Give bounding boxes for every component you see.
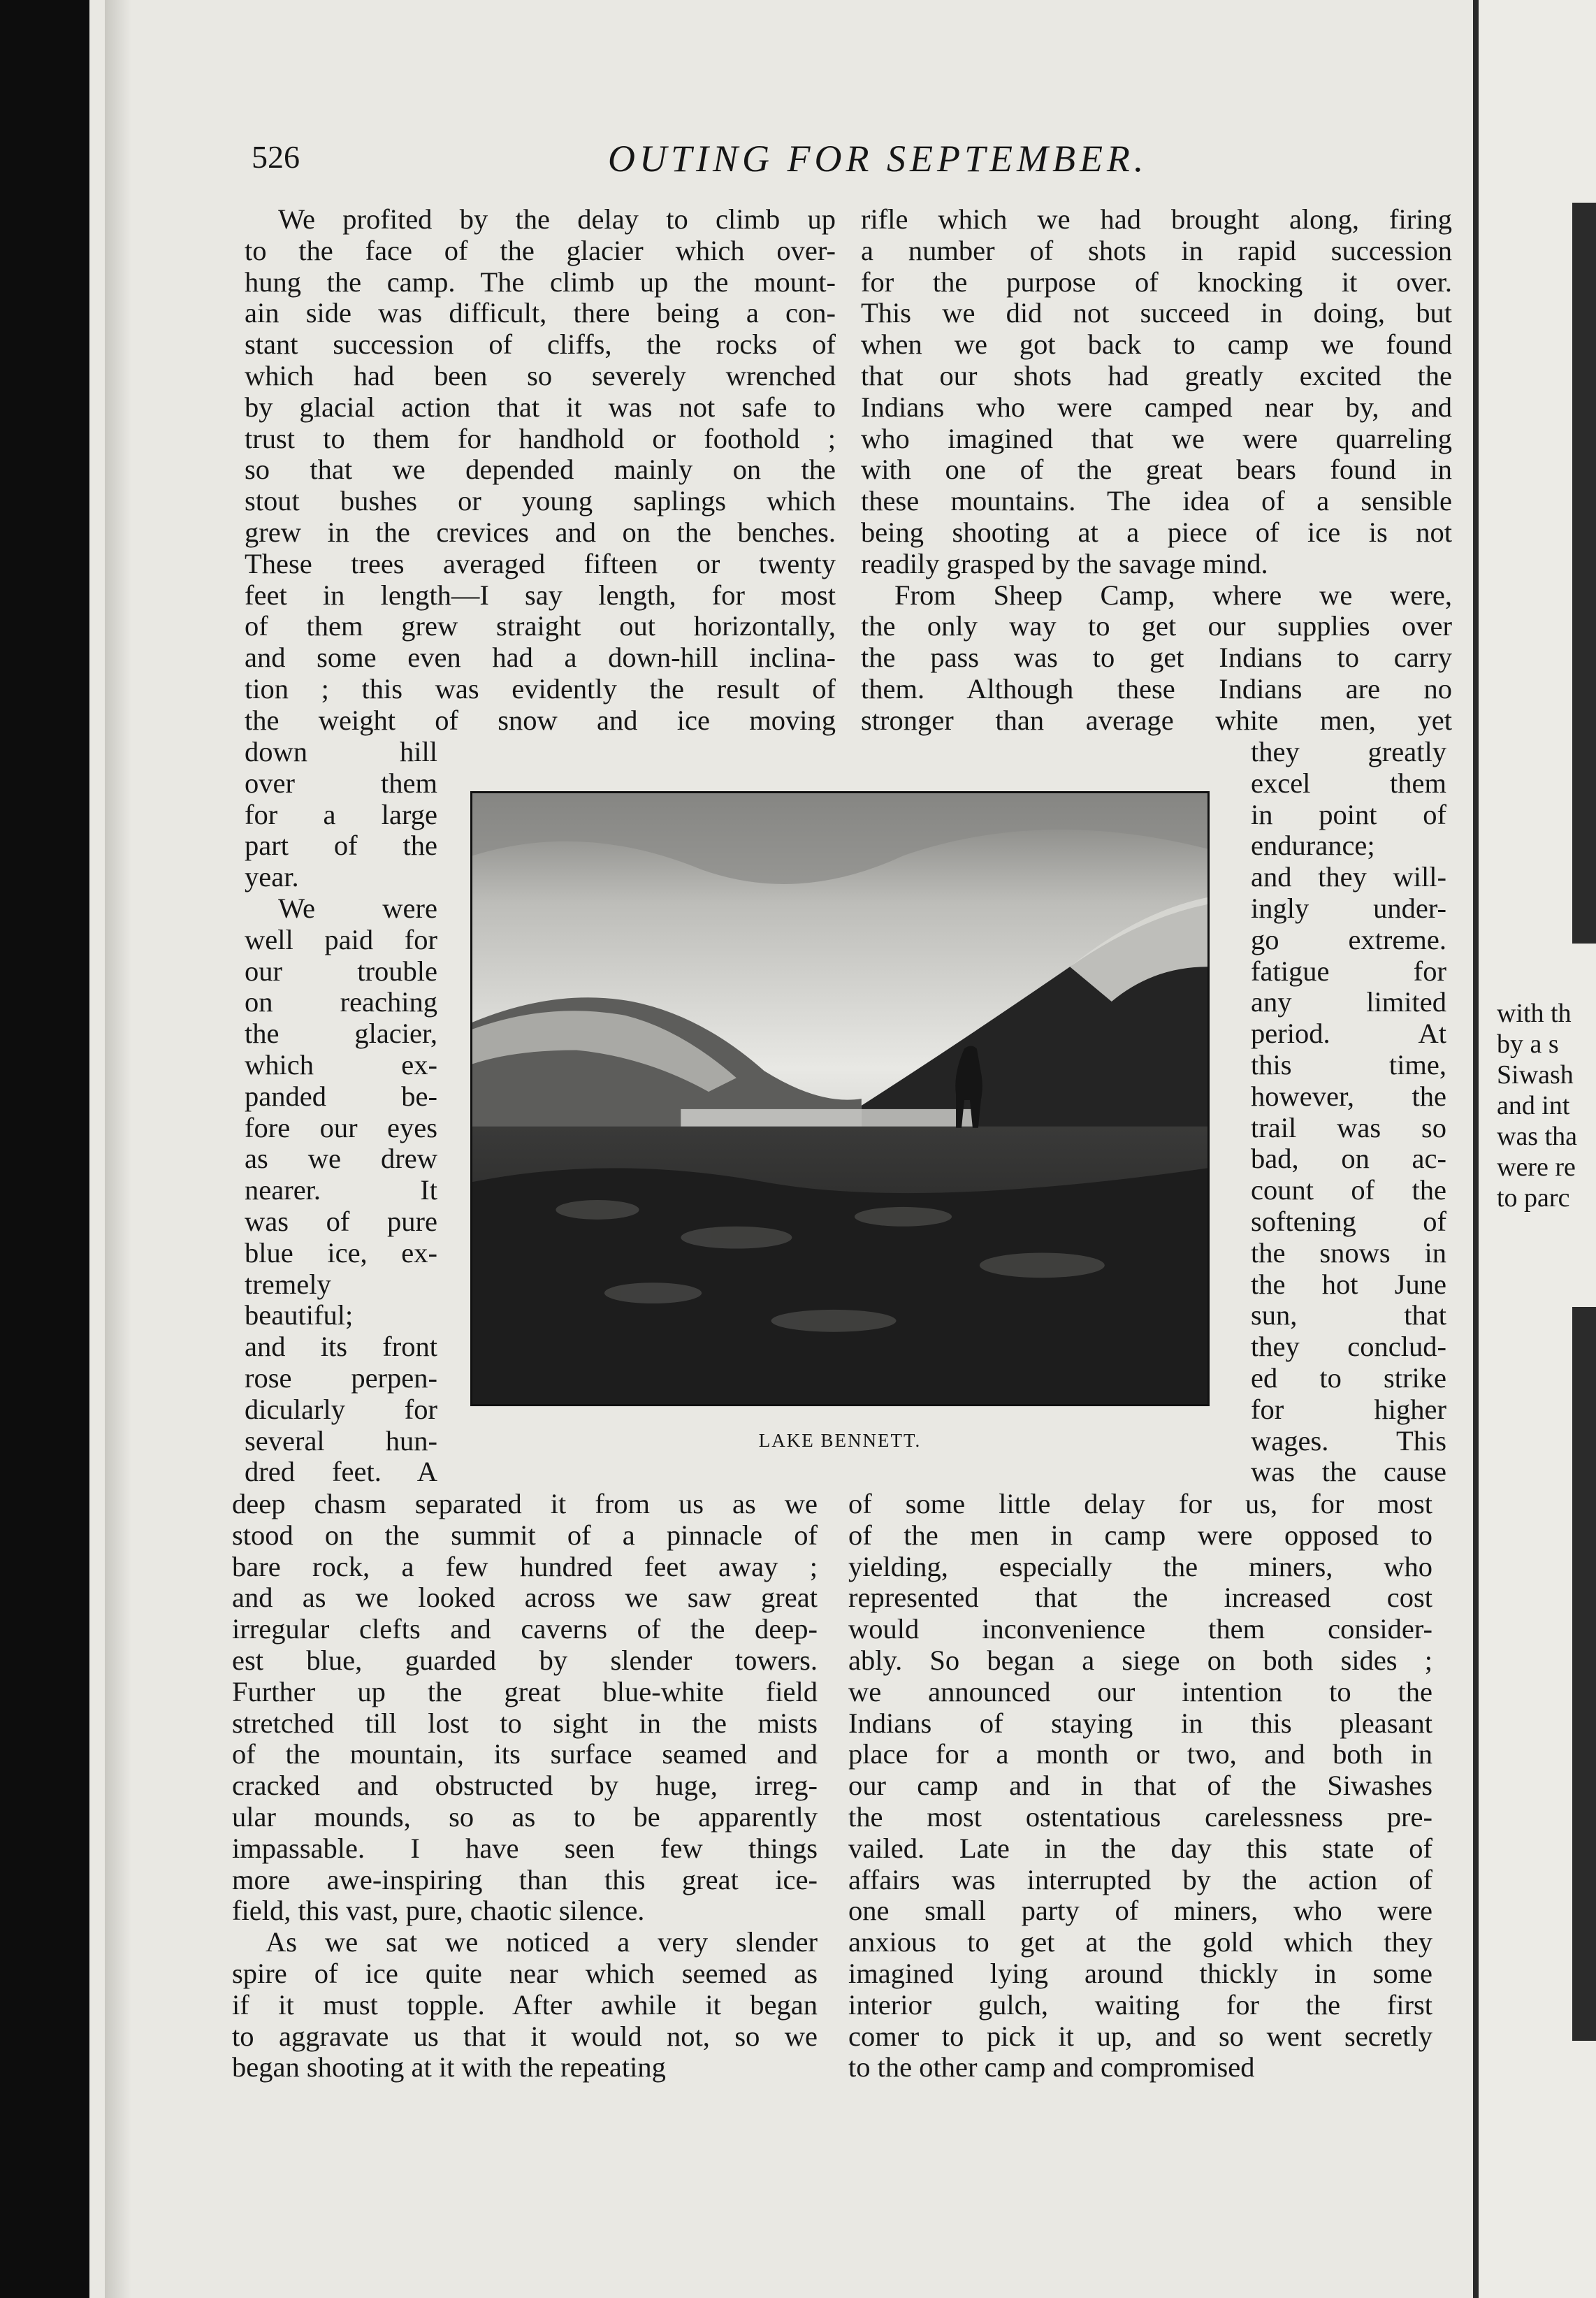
- text-line: fore our eyes: [245, 1111, 437, 1143]
- page-shadow: [105, 0, 131, 2298]
- text-line: wages. This: [1251, 1424, 1446, 1457]
- text-line: which had been so severely wrenched: [245, 359, 836, 391]
- text-line: panded be-: [245, 1080, 437, 1112]
- text-line: the snows in: [1251, 1236, 1446, 1269]
- text-line: field, this vast, pure, chaotic silence.: [232, 1895, 645, 1927]
- left-column-bottom: [232, 1489, 818, 2083]
- text-line: however, the: [1251, 1080, 1446, 1112]
- text-line: beautiful;: [245, 1299, 354, 1331]
- text-line: softening of: [1251, 1205, 1446, 1237]
- lake-bennett-photo: [470, 791, 1210, 1406]
- text-line: rifle which we had brought along, firing: [861, 203, 1452, 235]
- text-line: grew in the crevices and on the benches.: [245, 516, 836, 548]
- text-line: several hun-: [245, 1424, 437, 1457]
- text-line: who imagined that we were quarreling: [861, 422, 1452, 454]
- text-line: year.: [245, 861, 299, 893]
- text-line: stood on the summit of a pinnacle of: [232, 1519, 818, 1551]
- text-line: they conclud-: [1251, 1331, 1446, 1363]
- text-line: was of pure: [245, 1205, 437, 1237]
- text-line: which ex-: [245, 1048, 437, 1081]
- right-column-bottom: [848, 1489, 1432, 2083]
- text-line: ed to strike: [1251, 1361, 1446, 1394]
- text-line: feet in length—I say length, for most: [245, 579, 836, 611]
- text-line: down hill: [245, 736, 437, 767]
- text-line: vailed. Late in the day this state of: [848, 1832, 1432, 1864]
- text-line: represented that the increased cost: [848, 1582, 1432, 1614]
- text-line: sun, that: [1251, 1299, 1446, 1331]
- text-line: dred feet. A: [245, 1456, 437, 1488]
- text-line: to the other camp and compromised: [848, 2051, 1255, 2083]
- text-line: the most ostentatious carelessness pre-: [848, 1800, 1432, 1833]
- text-line: excel them: [1251, 767, 1446, 799]
- text-line: that our shots had greatly excited the: [861, 359, 1452, 391]
- text-line: the hot June: [1251, 1268, 1446, 1300]
- text-line: a number of shots in rapid succession: [861, 234, 1452, 266]
- facing-page-line: to parc: [1497, 1183, 1570, 1213]
- text-line: over them: [245, 767, 437, 799]
- text-line: stout bushes or young saplings which: [245, 485, 836, 517]
- text-line: period. At: [1251, 1018, 1446, 1050]
- text-line: This we did not succeed in doing, but: [861, 297, 1452, 329]
- text-line: impassable. I have seen few things: [232, 1832, 818, 1864]
- text-line: the glacier,: [245, 1018, 437, 1050]
- text-line: cracked and obstructed by huge, irreg-: [232, 1770, 818, 1802]
- text-line: they greatly: [1251, 736, 1446, 767]
- text-line: As we sat we noticed a very slender: [266, 1926, 818, 1958]
- text-line: one small party of miners, who were: [848, 1895, 1432, 1927]
- text-line: for a large: [245, 798, 437, 830]
- text-line: and they will-: [1251, 861, 1446, 893]
- text-line: rose perpen-: [245, 1361, 437, 1394]
- text-line: Indians of staying in this pleasant: [848, 1707, 1432, 1739]
- text-line: as we drew: [245, 1143, 437, 1175]
- text-line: est blue, guarded by slender towers.: [232, 1644, 818, 1676]
- left-column-top: [245, 204, 836, 737]
- text-line: by glacial action that it was not safe to: [245, 391, 836, 423]
- mountain-lake-illustration: [472, 793, 1207, 1404]
- text-line: being shooting at a piece of ice is not: [861, 516, 1452, 548]
- text-line: if it must topple. After awhile it began: [232, 1988, 818, 2021]
- text-line: when we got back to camp we found: [861, 328, 1452, 361]
- text-line: stronger than average white men, yet: [861, 704, 1452, 736]
- text-line: ingly under-: [1251, 892, 1446, 924]
- text-line: our trouble: [245, 955, 437, 987]
- text-line: dicularly for: [245, 1393, 437, 1425]
- text-line: From Sheep Camp, where we were,: [894, 579, 1452, 611]
- text-line: for the purpose of knocking it over.: [861, 266, 1452, 298]
- left-column-narrow: [245, 737, 437, 1488]
- text-line: our camp and in that of the Siwashes: [848, 1770, 1432, 1802]
- text-line: ular mounds, so as to be apparently: [232, 1800, 818, 1833]
- text-line: of the mountain, its surface seamed and: [232, 1738, 818, 1770]
- text-line: the only way to get our supplies over: [861, 610, 1452, 642]
- facing-page-photo-top: [1572, 203, 1596, 944]
- right-column-top: [861, 204, 1452, 737]
- text-line: was the cause: [1251, 1456, 1446, 1488]
- facing-page-line: Siwash: [1497, 1060, 1574, 1090]
- facing-page-photo-bottom: [1572, 1307, 1596, 2041]
- text-line: comer to pick it up, and so went secretly: [848, 2020, 1432, 2052]
- text-line: hung the camp. The climb up the mount-: [245, 266, 836, 298]
- text-line: to aggravate us that it would not, so we: [232, 2020, 818, 2052]
- text-line: bad, on ac-: [1251, 1143, 1446, 1175]
- page-number: 526: [252, 139, 300, 175]
- text-line: the pass was to get Indians to carry: [861, 642, 1452, 674]
- facing-page-line: was tha: [1497, 1122, 1578, 1151]
- text-line: of some little delay for us, for most: [848, 1488, 1432, 1519]
- text-line: the weight of snow and ice moving: [245, 704, 836, 736]
- text-line: to the face of the glacier which over-: [245, 234, 836, 266]
- text-line: yielding, especially the miners, who: [848, 1550, 1432, 1582]
- text-line: bare rock, a few hundred feet away ;: [232, 1550, 818, 1582]
- text-line: Further up the great blue-white field: [232, 1675, 818, 1707]
- text-line: and some even had a down-hill inclina-: [245, 642, 836, 674]
- text-line: go extreme.: [1251, 923, 1446, 955]
- figure-caption: LAKE BENNETT.: [758, 1430, 922, 1451]
- text-line: count of the: [1251, 1174, 1446, 1206]
- text-line: tion ; this was evidently the result of: [245, 672, 836, 704]
- text-line: trail was so: [1251, 1111, 1446, 1143]
- facing-page-line: by a s: [1497, 1029, 1559, 1059]
- text-line: blue ice, ex-: [245, 1236, 437, 1269]
- text-line: trust to them for handhold or foothold ;: [245, 422, 836, 454]
- text-line: anxious to get at the gold which they: [848, 1926, 1432, 1958]
- text-line: deep chasm separated it from us as we: [232, 1488, 818, 1519]
- text-line: on reaching: [245, 986, 437, 1018]
- text-line: ably. So began a siege on both sides ;: [848, 1644, 1432, 1676]
- text-line: would inconvenience them consider-: [848, 1613, 1432, 1645]
- text-line: and as we looked across we saw great: [232, 1582, 818, 1614]
- text-line: These trees averaged fifteen or twenty: [245, 547, 836, 579]
- text-line: and its front: [245, 1331, 437, 1363]
- facing-page-line: were re: [1497, 1152, 1576, 1182]
- text-line: nearer. It: [245, 1174, 437, 1206]
- text-line: We were: [278, 892, 437, 924]
- text-line: well paid for: [245, 923, 437, 955]
- text-line: we announced our intention to the: [848, 1675, 1432, 1707]
- text-line: readily grasped by the savage mind.: [861, 547, 1268, 579]
- text-line: place for a month or two, and both in: [848, 1738, 1432, 1770]
- text-line: with one of the great bears found in: [861, 454, 1452, 486]
- facing-page-text: [1497, 998, 1596, 1213]
- running-head: OUTING FOR SEPTEMBER.: [608, 138, 1148, 180]
- text-line: of them grew straight out horizontally,: [245, 610, 836, 642]
- text-line: part of the: [245, 830, 437, 862]
- text-line: for higher: [1251, 1393, 1446, 1425]
- text-line: began shooting at it with the repeating: [232, 2051, 666, 2083]
- text-line: more awe-inspiring than this great ice-: [232, 1863, 818, 1895]
- facing-page-line: with th: [1497, 999, 1572, 1028]
- right-column-narrow: [1251, 737, 1446, 1488]
- text-line: of the men in camp were opposed to: [848, 1519, 1432, 1551]
- text-line: tremely: [245, 1268, 331, 1300]
- text-line: these mountains. The idea of a sensible: [861, 485, 1452, 517]
- text-line: stretched till lost to sight in the mists: [232, 1707, 818, 1739]
- text-line: interior gulch, waiting for the first: [848, 1988, 1432, 2021]
- text-line: any limited: [1251, 986, 1446, 1018]
- text-line: in point of: [1251, 798, 1446, 830]
- text-line: so that we depended mainly on the: [245, 454, 836, 486]
- text-line: them. Although these Indians are no: [861, 672, 1452, 704]
- text-line: ain side was difficult, there being a con-: [245, 297, 836, 329]
- text-line: this time,: [1251, 1048, 1446, 1081]
- text-line: affairs was interrupted by the action of: [848, 1863, 1432, 1895]
- text-line: Indians who were camped near by, and: [861, 391, 1452, 423]
- text-line: imagined lying around thickly in some: [848, 1957, 1432, 1989]
- facing-page-line: and int: [1497, 1091, 1570, 1120]
- text-line: fatigue for: [1251, 955, 1446, 987]
- text-line: We profited by the delay to climb up: [278, 203, 836, 235]
- text-line: stant succession of cliffs, the rocks of: [245, 328, 836, 361]
- text-line: endurance;: [1251, 830, 1375, 862]
- text-line: spire of ice quite near which seemed as: [232, 1957, 818, 1989]
- text-line: irregular clefts and caverns of the deep-: [232, 1613, 818, 1645]
